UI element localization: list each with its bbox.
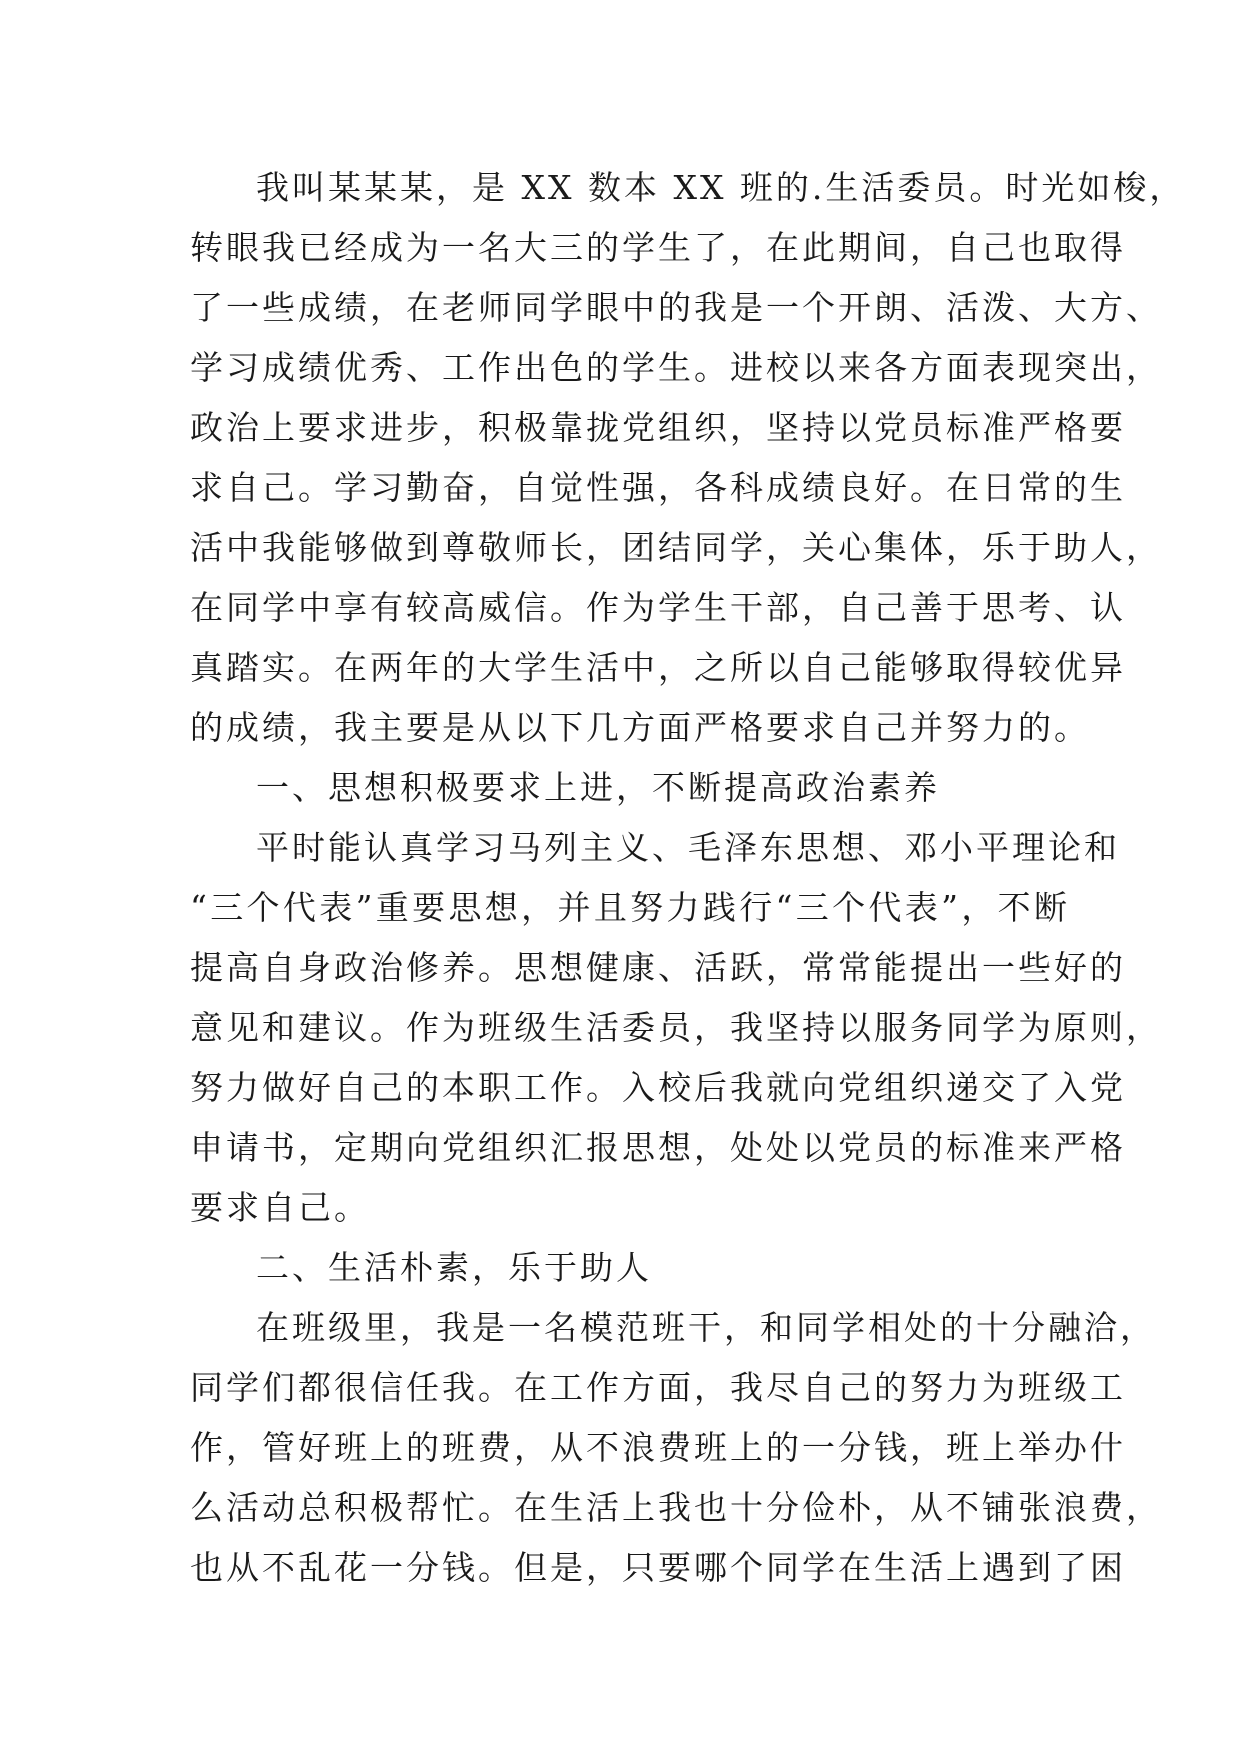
text-line: 转眼我已经成为一名大三的学生了，在此期间，自己也取得: [190, 228, 1126, 267]
document-body: [190, 158, 1186, 1598]
text-line: 努力做好自己的本职工作。入校后我就向党组织递交了入党: [190, 1068, 1126, 1107]
text-line: 同学们都很信任我。在工作方面，我尽自己的努力为班级工: [190, 1368, 1126, 1407]
text-line: “三个代表”重要思想，并且努力践行“三个代表”，不断: [190, 888, 1070, 927]
text-line: 申请书，定期向党组织汇报思想，处处以党员的标准来严格: [190, 1128, 1126, 1167]
text-line: 了一些成绩，在老师同学眼中的我是一个开朗、活泼、大方、: [190, 288, 1162, 327]
text-line: 提高自身政治修养。思想健康、活跃，常常能提出一些好的: [190, 948, 1126, 987]
text-line: 二、生活朴素，乐于助人: [256, 1248, 652, 1287]
text-line: 的成绩，我主要是从以下几方面严格要求自己并努力的。: [190, 708, 1090, 747]
text-line: 平时能认真学习马列主义、毛泽东思想、邓小平理论和: [256, 828, 1120, 867]
text-line: 学习成绩优秀、工作出色的学生。进校以来各方面表现突出，: [190, 348, 1162, 387]
text-line: 意见和建议。作为班级生活委员，我坚持以服务同学为原则，: [190, 1008, 1162, 1047]
text-line: 真踏实。在两年的大学生活中，之所以自己能够取得较优异: [190, 648, 1126, 687]
text-line: 作，管好班上的班费，从不浪费班上的一分钱，班上举办什: [190, 1428, 1126, 1467]
text-line: 我叫某某某，是 XX 数本 XX 班的.生活委员。时光如梭，: [256, 168, 1186, 207]
text-line: 在同学中享有较高威信。作为学生干部，自己善于思考、认: [190, 588, 1126, 627]
text-line: 要求自己。: [190, 1188, 370, 1227]
text-line: 在班级里，我是一名模范班干，和同学相处的十分融洽，: [256, 1308, 1156, 1347]
text-line: 也从不乱花一分钱。但是，只要哪个同学在生活上遇到了困: [190, 1548, 1126, 1587]
text-line: 一、思想积极要求上进，不断提高政治素养: [256, 768, 940, 807]
text-line: 求自己。学习勤奋，自觉性强，各科成绩良好。在日常的生: [190, 468, 1126, 507]
text-line: 政治上要求进步，积极靠拢党组织，坚持以党员标准严格要: [190, 408, 1126, 447]
text-line: 么活动总积极帮忙。在生活上我也十分俭朴，从不铺张浪费，: [190, 1488, 1162, 1527]
text-line: 活中我能够做到尊敬师长，团结同学，关心集体，乐于助人，: [190, 528, 1162, 567]
